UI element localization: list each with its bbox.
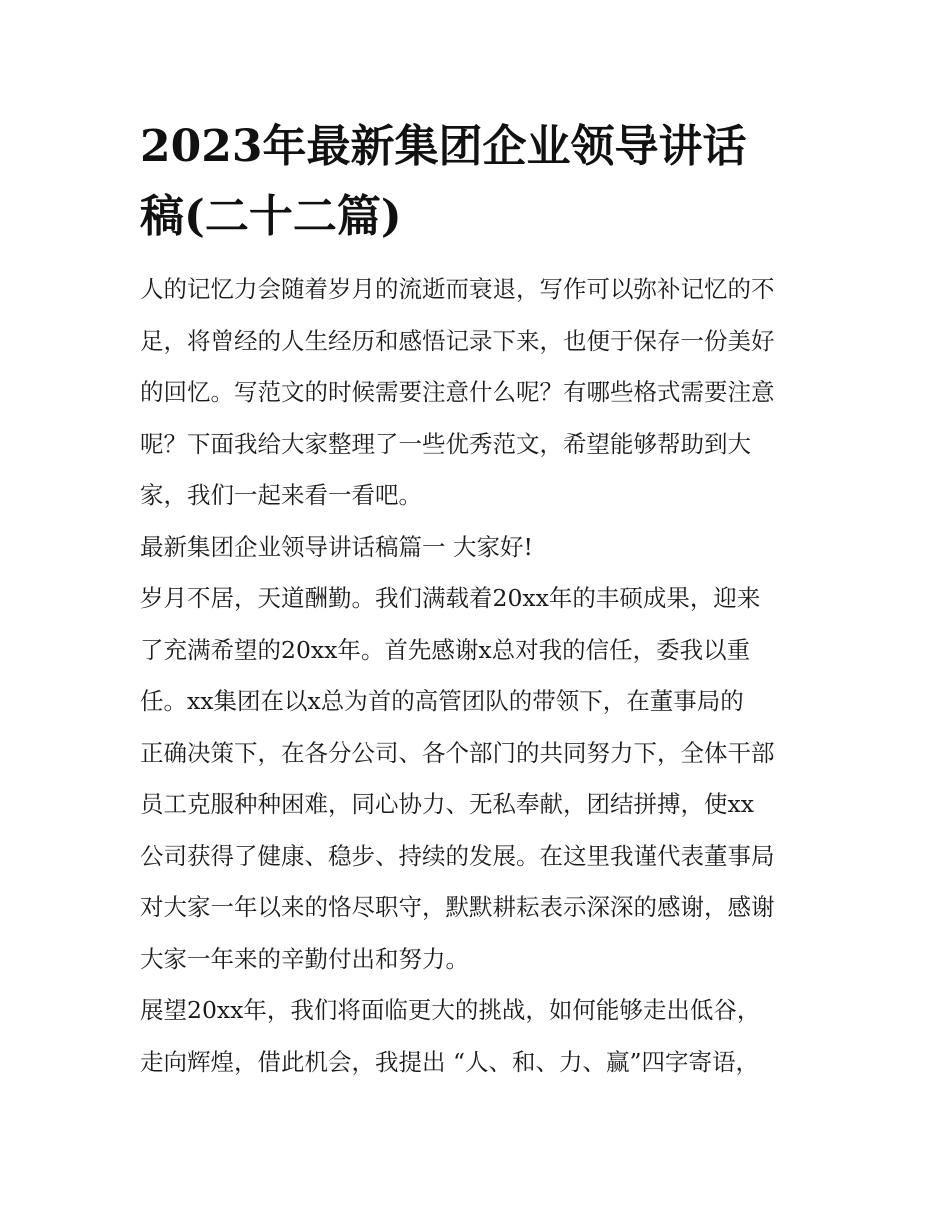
paragraph-line: 正确决策下，在各分公司、各个部门的共同努力下，全体干部 — [140, 738, 775, 767]
paragraph-line: 任。xx集团在以x总为首的高管团队的带领下，在董事局的 — [140, 687, 744, 715]
paragraph-line: 走向辉煌，借此机会，我提出 “人、和、力、赢”四字寄语， — [140, 1047, 759, 1076]
intro-paragraph — [140, 264, 812, 522]
paragraph-line: 了充满希望的20xx年。首先感谢x总对我的信任，委我以重 — [140, 635, 751, 664]
paragraph-line: 足，将曾经的人生经历和感悟记录下来，也便于保存一份美好 — [140, 326, 775, 355]
document-content — [140, 112, 812, 1088]
paragraph-line: 家，我们一起来看一看吧。 — [140, 481, 422, 509]
document-title — [140, 112, 812, 252]
paragraph-line: 公司获得了健康、稳步、持续的发展。在这里我谨代表董事局 — [140, 841, 775, 870]
paragraph-line: 展望20xx年，我们将面临更大的挑战，如何能够走出低谷， — [140, 996, 761, 1024]
paragraph-line: 大家一年来的辛勤付出和努力。 — [140, 944, 469, 973]
paragraph-line: 的回忆。写范文的时候需要注意什么呢？有哪些格式需要注意 — [140, 378, 775, 406]
section-heading: 最新集团企业领导讲话稿篇一 大家好! — [140, 532, 533, 561]
title-line: 稿(二十二篇) — [140, 191, 402, 242]
paragraph-line: 对大家一年以来的恪尽职守，默默耕耘表示深深的感谢，感谢 — [140, 893, 775, 921]
paragraph-line: 呢？下面我给大家整理了一些优秀范文，希望能够帮助到大 — [140, 429, 751, 458]
paragraph-line: 员工克服种种困难，同心协力、无私奉献，团结拼搏，使xx — [140, 790, 755, 818]
speech-paragraph — [140, 573, 812, 985]
title-line: 2023年最新集团企业领导讲话 — [140, 121, 747, 172]
outlook-paragraph — [140, 985, 812, 1088]
paragraph-line: 岁月不居，天道酬勤。我们满载着20xx年的丰硕成果，迎来 — [140, 584, 761, 612]
paragraph-line: 人的记忆力会随着岁月的流逝而衰退，写作可以弥补记忆的不 — [140, 275, 775, 303]
section-heading-paragraph — [140, 522, 812, 574]
